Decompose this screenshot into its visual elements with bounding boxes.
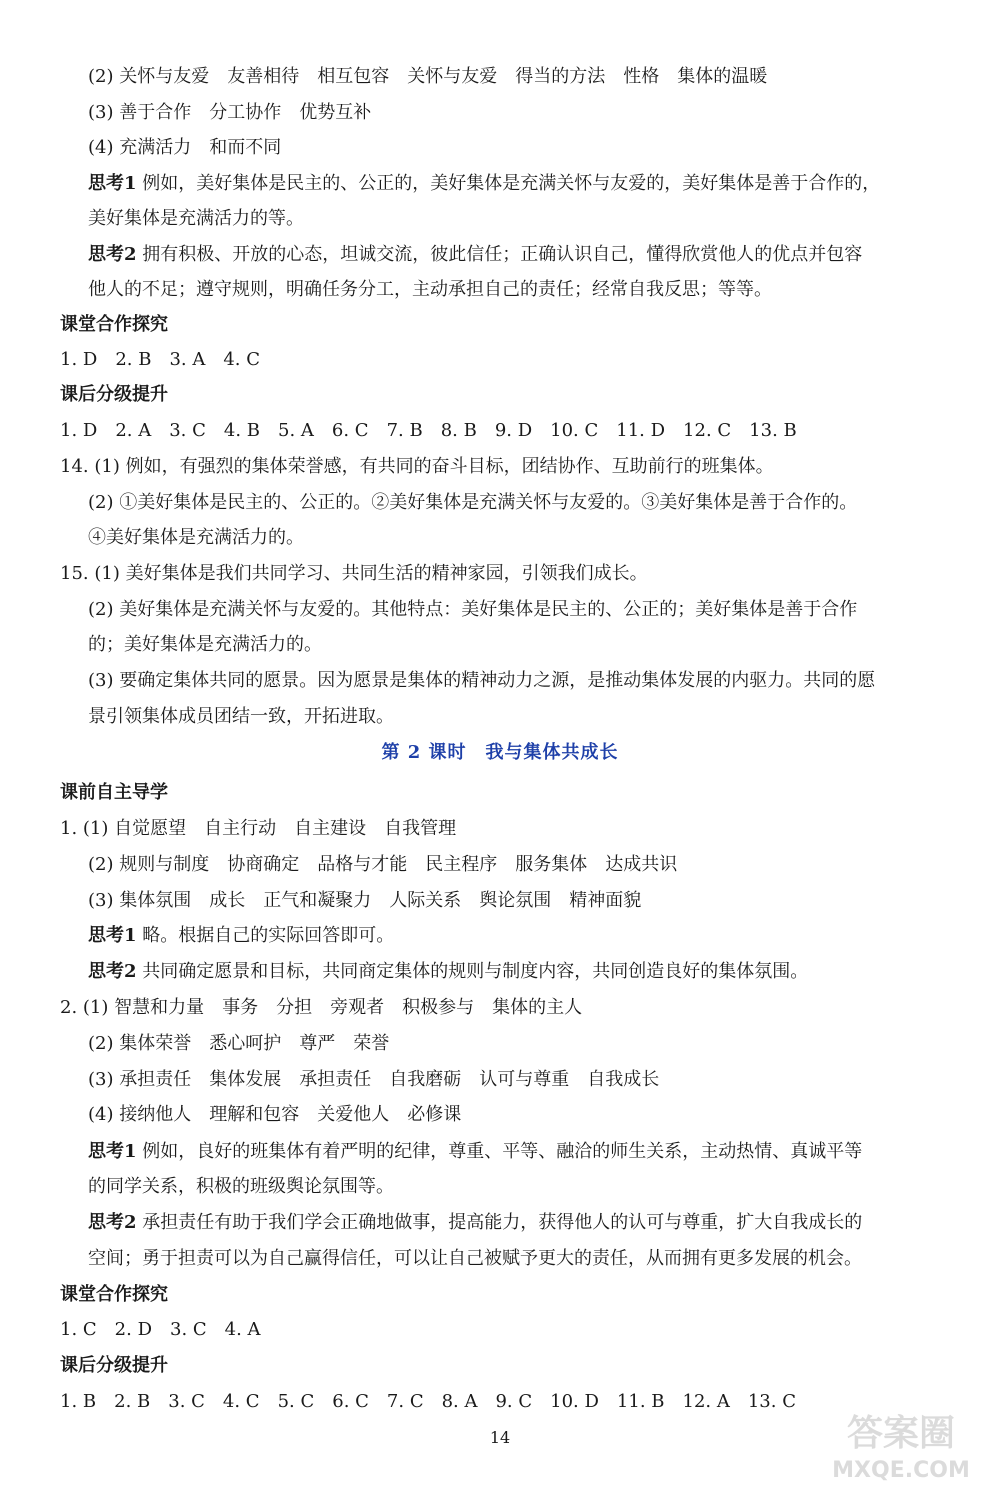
line-text: 空间；勇于担责可以为自己赢得信任，可以让自己被赋予更大的责任，从而拥有更多发展的机会。 bbox=[88, 1248, 862, 1269]
line-text: ④美好集体是充满活力的。 bbox=[88, 527, 304, 548]
text-line bbox=[0, 1065, 964, 1095]
line-text: (3) 集体氛围 成长 正气和凝聚力 人际关系 舆论氛围 精神面貌 bbox=[88, 890, 642, 911]
text-line bbox=[0, 814, 964, 844]
line-text: 1. D 2. B 3. A 4. C bbox=[60, 349, 261, 370]
text-line bbox=[0, 240, 964, 270]
line-text: (3) 善于合作 分工协作 优势互补 bbox=[88, 102, 372, 123]
question-label: 思考1 bbox=[88, 173, 137, 194]
line-text: (2) 美好集体是充满关怀与友爱的。其他特点：美好集体是民主的、公正的；美好集体是善于合作 bbox=[88, 599, 858, 620]
line-text: 的；美好集体是充满活力的。 bbox=[88, 634, 322, 655]
line-text: 承担责任有助于我们学会正确地做事，提高能力，获得他人的认可与尊重，扩大自我成长的 bbox=[136, 1212, 863, 1233]
watermark-logo bbox=[826, 1397, 976, 1487]
text-line bbox=[0, 1137, 964, 1167]
text-line bbox=[0, 1029, 964, 1059]
line-text: (2) 规则与制度 协商确定 品格与才能 民主程序 服务集体 达成共识 bbox=[88, 854, 678, 875]
text-line bbox=[0, 133, 964, 163]
section-heading bbox=[0, 1280, 964, 1310]
question-label: 思考2 bbox=[88, 244, 137, 265]
line-text: 14. (1) 例如，有强烈的集体荣誉感，有共同的奋斗目标，团结协作、互助前行的班集体。 bbox=[60, 456, 774, 477]
text-line bbox=[0, 630, 964, 660]
text-line bbox=[0, 1244, 964, 1274]
section-heading bbox=[0, 310, 964, 340]
line-text: 例如，良好的班集体有着严明的纪律，尊重、平等、融洽的师生关系，主动热情、真诚平等 bbox=[136, 1141, 863, 1162]
line-text: 课堂合作探究 bbox=[60, 314, 168, 335]
line-text: 1. (1) 自觉愿望 自主行动 自主建设 自我管理 bbox=[60, 818, 457, 839]
page-number: 14 bbox=[489, 1428, 511, 1447]
text-line bbox=[0, 169, 964, 199]
svg-text:MXQE.COM: MXQE.COM bbox=[832, 1458, 970, 1483]
text-line bbox=[0, 345, 964, 375]
text-line bbox=[0, 523, 964, 553]
text-line bbox=[0, 1208, 964, 1238]
text-line bbox=[0, 1315, 964, 1345]
line-text: (2) 集体荣誉 悉心呵护 尊严 荣誉 bbox=[88, 1033, 390, 1054]
line-text: 略。根据自己的实际回答即可。 bbox=[136, 925, 395, 946]
line-text: 2. (1) 智慧和力量 事务 分担 旁观者 积极参与 集体的主人 bbox=[60, 997, 583, 1018]
section-heading bbox=[0, 778, 964, 808]
text-line bbox=[0, 559, 964, 589]
line-text: (3) 承担责任 集体发展 承担责任 自我磨砺 认可与尊重 自我成长 bbox=[88, 1069, 660, 1090]
text-line bbox=[0, 98, 964, 128]
text-line bbox=[0, 993, 964, 1023]
question-label: 思考2 bbox=[88, 1212, 137, 1233]
line-text: (2) 关怀与友爱 友善相待 相互包容 关怀与友爱 得当的方法 性格 集体的温暖 bbox=[88, 66, 768, 87]
line-text: 1. C 2. D 3. C 4. A bbox=[60, 1319, 261, 1340]
text-line bbox=[0, 62, 964, 92]
line-text: 的同学关系，积极的班级舆论氛围等。 bbox=[88, 1176, 394, 1197]
line-text: 课堂合作探究 bbox=[60, 1284, 168, 1305]
line-text: 15. (1) 美好集体是我们共同学习、共同生活的精神家园，引领我们成长。 bbox=[60, 563, 648, 584]
section-heading bbox=[0, 1351, 964, 1381]
line-text: (4) 接纳他人 理解和包容 关爱他人 必修课 bbox=[88, 1104, 462, 1125]
text-line bbox=[0, 488, 964, 518]
line-text: 课后分级提升 bbox=[60, 384, 168, 405]
text-line bbox=[0, 275, 964, 305]
line-text: 例如，美好集体是民主的、公正的，美好集体是充满关怀与友爱的，美好集体是善于合作的， bbox=[136, 173, 881, 194]
section-heading bbox=[0, 380, 964, 410]
line-text: 1. B 2. B 3. C 4. C 5. C 6. C 7. C 8. A 9. C 10. D 11. B 12. A 13. C bbox=[60, 1391, 796, 1412]
question-label: 思考1 bbox=[88, 1141, 137, 1162]
text-line bbox=[0, 1100, 964, 1130]
line-text: (2) ①美好集体是民主的、公正的。②美好集体是充满关怀与友爱的。③美好集体是善于合作的。 bbox=[88, 492, 858, 513]
text-line bbox=[0, 702, 964, 732]
text-line bbox=[0, 1387, 964, 1417]
line-text: 共同确定愿景和目标，共同商定集体的规则与制度内容，共同创造良好的集体氛围。 bbox=[136, 961, 809, 982]
text-line bbox=[0, 416, 964, 446]
text-line bbox=[0, 1172, 964, 1202]
line-text: 课后分级提升 bbox=[60, 1355, 168, 1376]
svg-text:答案圈: 答案圈 bbox=[846, 1413, 956, 1454]
line-text: 课前自主导学 bbox=[60, 782, 168, 803]
watermark-icon bbox=[826, 1397, 976, 1487]
line-text: (3) 要确定集体共同的愿景。因为愿景是集体的精神动力之源，是推动集体发展的内驱力。共同的愿 bbox=[88, 670, 876, 691]
line-text: 拥有积极、开放的心态，坦诚交流，彼此信任；正确认识自己，懂得欣赏他人的优点并包容 bbox=[136, 244, 863, 265]
question-label: 思考1 bbox=[88, 925, 137, 946]
text-line bbox=[0, 204, 964, 234]
line-text: 他人的不足；遵守规则，明确任务分工，主动承担自己的责任；经常自我反思；等等。 bbox=[88, 279, 772, 300]
text-line bbox=[0, 850, 964, 880]
line-text: 1. D 2. A 3. C 4. B 5. A 6. C 7. B 8. B 9. D 10. C 11. D 12. C 13. B bbox=[60, 420, 797, 441]
text-line bbox=[0, 886, 964, 916]
text-line bbox=[0, 452, 964, 482]
text-line bbox=[0, 595, 964, 625]
line-text: 景引领集体成员团结一致，开拓进取。 bbox=[88, 706, 394, 727]
text-line bbox=[0, 957, 964, 987]
line-text: (4) 充满活力 和而不同 bbox=[88, 137, 282, 158]
text-line bbox=[0, 921, 964, 951]
line-text: 美好集体是充满活力的等。 bbox=[88, 208, 304, 229]
lesson-title: 第 2 课时 我与集体共成长 bbox=[381, 742, 619, 763]
text-line bbox=[0, 666, 964, 696]
question-label: 思考2 bbox=[88, 961, 137, 982]
